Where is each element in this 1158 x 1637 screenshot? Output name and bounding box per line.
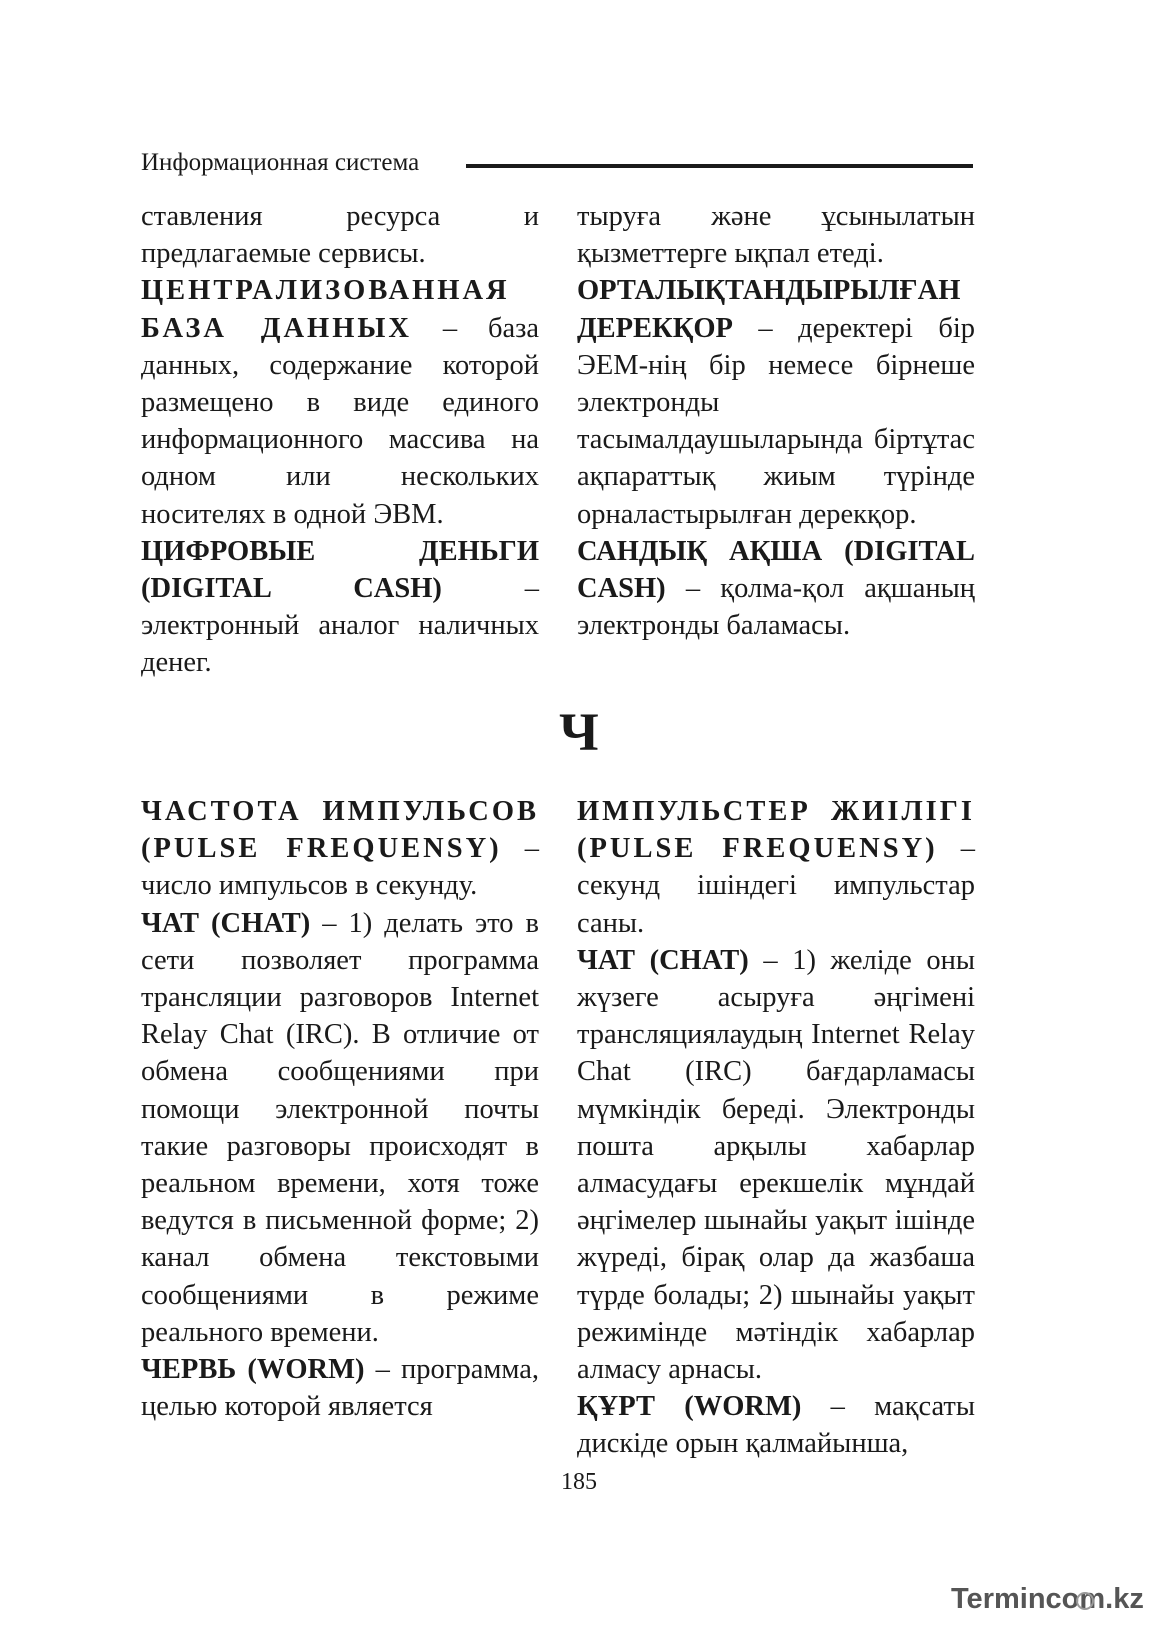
dictionary-entry [141,533,539,682]
running-title: Информационная система [141,149,420,176]
continuation-text: ставления ресурса и предлагаемые сервисы. [141,201,539,270]
termincom-logo-icon [945,1575,1145,1619]
entry-term: САНДЫҚ АҚША (DIGITAL CASH) [577,535,975,605]
section-letter: Ч [559,702,599,762]
running-header [141,148,973,178]
entry-term: ЧЕРВЬ (WORM) [141,1354,365,1386]
entry-definition: – 1) делать это в сети позволяет программа трансляции разговоров Internet Relay Chat (IRC). В отличие от обмена сообщениями при помощи электронной почты такие разговоры происходят в реальном времени, хотя тоже ведутся в письменной форме; 2) канал обмена текстовыми сообщениями в режиме реального времени. [141,907,540,1348]
page-number: 185 [561,1469,597,1495]
dictionary-entry [577,793,975,942]
dictionary-entry [141,793,539,905]
entry-term: ЧАТ (CHAT) [577,944,749,976]
column-right-bottom [577,793,975,1463]
dictionary-entry [577,533,975,645]
entry-term: ЧАСТОТА ИМПУЛЬСОВ (PULSE FREQUENSY) [141,796,539,865]
entry-term: ЦИФРОВЫЕ ДЕНЬГИ (DIGITAL CASH) [141,535,539,605]
dictionary-entry [141,905,539,1351]
column-right-top [577,198,975,644]
entry-definition: – число импульсов в секунду. [141,833,539,902]
entry-definition: – база данных, содержание которой размещено в виде единого информационного массива на одном или нескольких носителях в одной ЭВМ. [141,312,539,530]
entry-term: ОРТАЛЫҚТАНДЫРЫЛҒАН ДЕРЕКҚОР [577,275,961,344]
entry-definition: – деректері бір ЭЕМ-нің бір немесе бірнеше электронды тасымалдаушыларында біртұтас ақпараттық жиым түрінде орналастырылған дерекқор. [577,312,976,530]
svg-text:Termincom.kz: Termincom.kz [951,1583,1144,1615]
entry-definition: – секунд ішіндегі импульстар саны. [577,833,975,939]
entry-term: ЦЕНТРАЛИЗОВАННАЯ БАЗА ДАННЫХ [141,275,510,344]
dictionary-entry [577,1388,975,1462]
entry-definition: – мақсаты дискіде орын қалмайынша, [577,1391,975,1460]
entry-term: ИМПУЛЬСТЕР ЖИІЛІГІ (PULSE FREQUENSY) [577,796,975,865]
watermark-logo [945,1575,1145,1619]
dictionary-entry [141,1351,539,1425]
entry-term: ҚҰРТ (WORM) [577,1391,802,1423]
dictionary-entry [141,272,539,532]
dictionary-entry [577,942,975,1388]
entry-definition: – 1) желіде оны жүзеге асыруға әңгімені трансляциялаудың Internet Relay Chat (IRC) бағдарламасы мүмкіндік береді. Электронды пошта арқылы хабарлар алмасудағы ерекшелік мұндай әңгімелер шынайы уақыт ішінде жүреді, бірақ олар да жазбаша түрде болады; 2) шынайы уақыт режимінде мәтіндік хабарлар алмасу арнасы. [577,944,975,1386]
column-left-top [141,198,539,682]
dictionary-entry [577,272,975,532]
entry-definition: – программа, целью которой является [141,1354,539,1423]
entry-definition: – қолма-қол ақшаның электронды баламасы. [577,573,975,642]
entry-definition: – электронный аналог наличных денег. [141,573,540,679]
entry-term: ЧАТ (CHAT) [141,907,311,939]
column-left-bottom [141,793,539,1425]
continuation-text: тыруға және ұсынылатын қызметтерге ықпал етеді. [577,201,975,270]
header-rule [466,164,973,168]
